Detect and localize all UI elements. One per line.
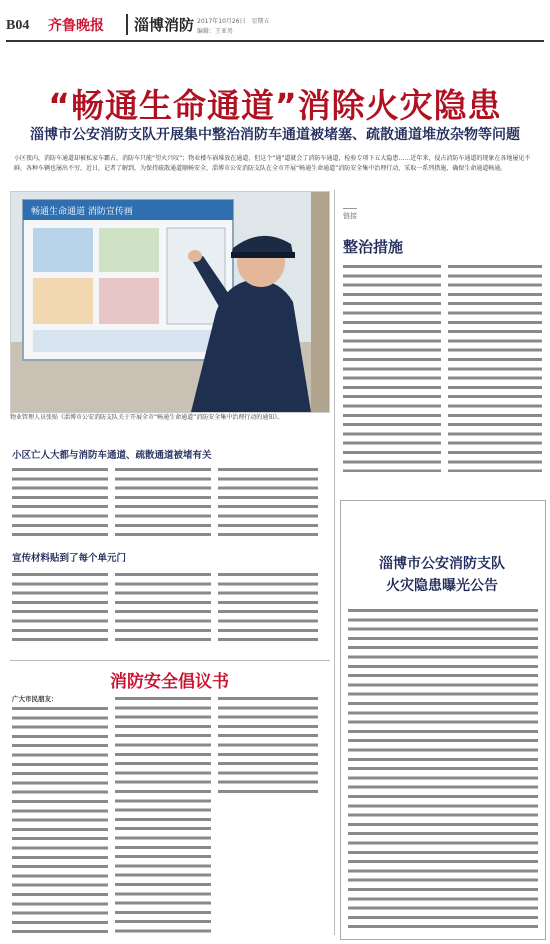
section1-column-2: [115, 465, 211, 540]
notice-title-line1: 淄博市公安消防支队: [379, 556, 505, 572]
section2-title: 宣传材料贴到了每个单元门: [12, 553, 127, 564]
divider: [10, 660, 330, 661]
page-number: B04: [6, 18, 30, 33]
notice-body: [348, 606, 538, 928]
proposal-salutation: 广大市民朋友：: [12, 695, 58, 703]
photo-caption: 物业管理人员张贴《淄博市公安消防支队关于开展全市“畅通生命通道”消防安全集中治理行动的通知》。: [10, 414, 284, 421]
section3-title: 消防安全倡议书: [110, 672, 229, 692]
newspaper-logo: 齐鲁晚报: [48, 18, 104, 34]
news-photo: [10, 191, 330, 413]
section-name: 淄博消防: [126, 14, 194, 35]
section1-title: 小区亡人大都与消防车通道、疏散通道被堵有关: [12, 450, 212, 461]
header-rule: [6, 40, 544, 42]
proposal-column-1: [12, 704, 108, 936]
section1-column-3: [218, 465, 318, 540]
section1-column-1: [12, 465, 108, 540]
proposal-column-2: [115, 694, 211, 936]
proposal-column-3: [218, 694, 318, 798]
section2-column-2: [115, 570, 211, 645]
editor-credit: 编辑：王亚男: [197, 28, 234, 35]
notice-title-line2: 火灾隐患曝光公告: [386, 578, 498, 594]
section2-column-3: [218, 570, 318, 645]
measures-title: 整治措施: [343, 238, 404, 256]
issue-date: 2017年10月26日 星期五: [197, 18, 270, 25]
lead-paragraph: 小区夜内，消防车通道却被私家车霸占，消防车只能“望火兴叹”；物业楼车祸堆放在通道，但这个“通”道就会了消防车通道，检验专项下五大隐患……近年来，侵占消防车通道的现象在各地屡见不鲜，各种车辆也屡出不穷，近日，记者了解到，为保持疏散通道顺畅安全，淄博市公安消防支队在全市开展“畅通生命通道”消防安全集中治理行动，采取一系列措施，确保生命通道畅通。: [14, 155, 531, 172]
photo-illustration: [11, 192, 329, 412]
main-headline: “畅通生命通道”消除火灾隐患: [48, 86, 502, 125]
measures-column-1: [343, 262, 441, 472]
link-tag: 链接: [343, 208, 357, 221]
poster-banner: 畅通生命通道 消防宣传画: [31, 207, 133, 217]
measures-column-2: [448, 262, 542, 472]
column-divider: [334, 190, 335, 935]
sub-headline: 淄博市公安消防支队开展集中整治消防车通道被堵塞、疏散通道堆放杂物等问题: [30, 127, 520, 143]
section2-column-1: [12, 570, 108, 645]
